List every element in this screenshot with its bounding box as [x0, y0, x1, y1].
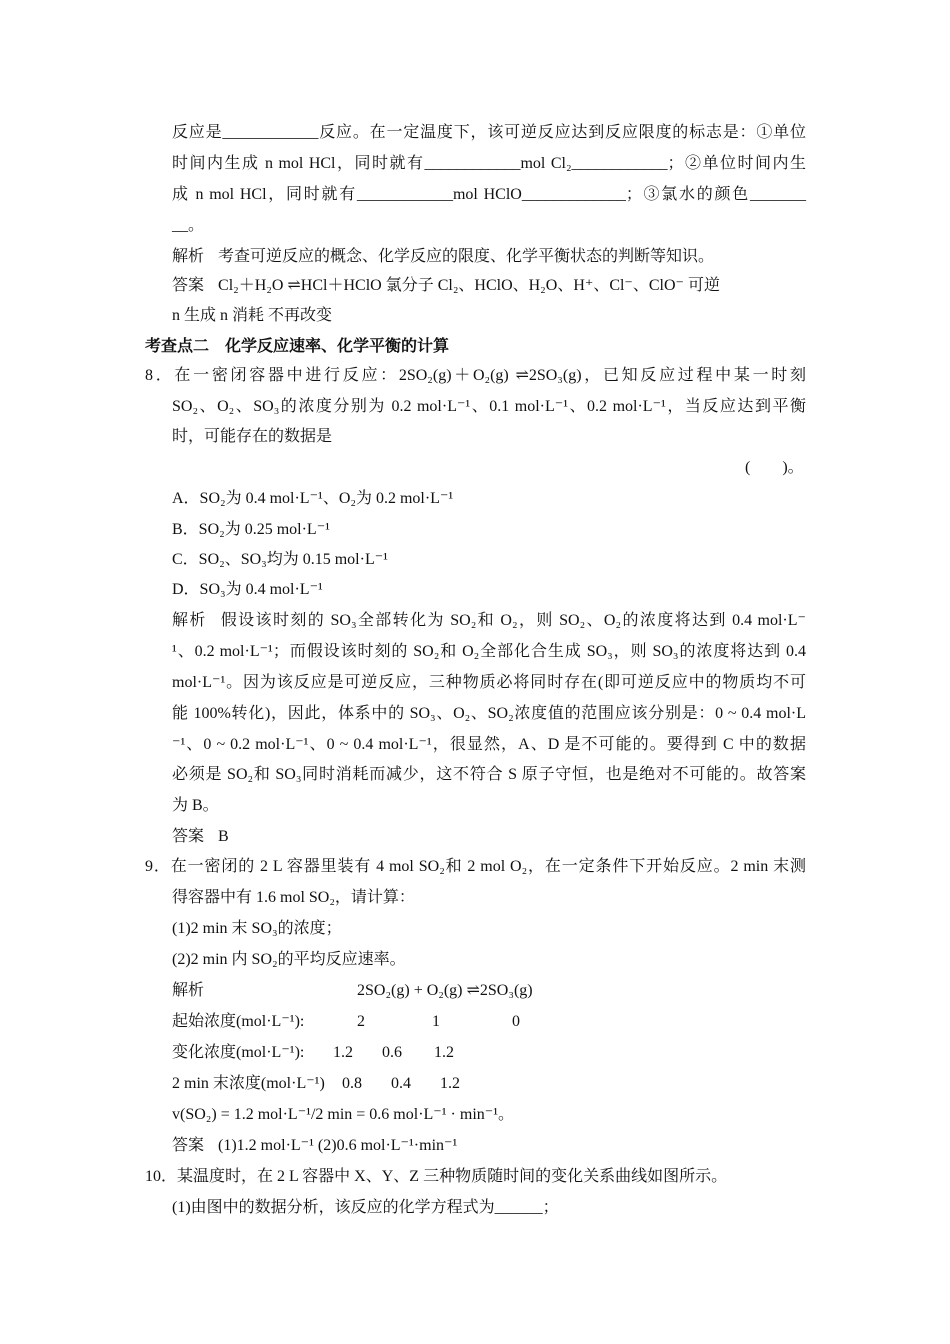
- table-row: [172, 1074, 460, 1094]
- answer-text: (1)1.2 mol·L⁻¹ (2)0.6 mol·L⁻¹·min⁻¹: [218, 1137, 458, 1154]
- question-8-line: SO₂、O₂、SO₃的浓度分别为 0.2 mol·L⁻¹、0.1 mol·L⁻¹、0.2 mol·L⁻¹，当反应达到平衡: [172, 398, 806, 415]
- answer-text: Cl₂＋H₂O ⇌HCl＋HClO 氯分子 Cl₂、HClO、H₂O、H⁺、Cl⁻、ClO⁻ 可逆: [218, 277, 720, 294]
- text-line: 成 n mol HCl，同时就有____________mol HClO_____________；③氯水的颜色_______: [172, 186, 806, 203]
- analysis-label: 解析: [172, 612, 207, 629]
- section-heading: 考查点二 化学反应速率、化学平衡的计算: [145, 338, 450, 355]
- table-row: [172, 1012, 520, 1032]
- analysis-line: [172, 247, 714, 267]
- row-label: 起始浓度(mol·L⁻¹):: [172, 1013, 305, 1030]
- text-line: __。: [172, 217, 205, 234]
- row-label: 2 min 末浓度(mol·L⁻¹): [172, 1075, 325, 1092]
- analysis-line: [172, 611, 806, 631]
- cell: 0.4: [391, 1075, 411, 1092]
- cell: 0.8: [342, 1075, 362, 1092]
- answer-line: [172, 1136, 457, 1156]
- analysis-line: 为 B。: [172, 797, 219, 814]
- option-a: A．SO₂为 0.4 mol·L⁻¹、O₂为 0.2 mol·L⁻¹: [172, 490, 454, 507]
- question-9-line: 得容器中有 1.6 mol SO₂，请计算：: [172, 889, 415, 906]
- answer-bracket: ( )。: [745, 459, 804, 476]
- answer-line-cont: n 生成 n 消耗 不再改变: [172, 307, 333, 324]
- cell: 1: [432, 1013, 440, 1030]
- answer-line: [172, 827, 229, 847]
- cell: 2: [357, 1013, 365, 1030]
- reaction-equation: 2SO₂(g) + O₂(g) ⇌2SO₃(g): [357, 982, 533, 999]
- analysis-label: 解析: [172, 248, 205, 265]
- cell: 1.2: [440, 1075, 460, 1092]
- question-10-line: (1)由图中的数据分析，该反应的化学方程式为______；: [172, 1199, 559, 1216]
- option-b: B．SO₂为 0.25 mol·L⁻¹: [172, 521, 330, 538]
- question-8-line: 8．在一密闭容器中进行反应：2SO₂(g)＋O₂(g) ⇌2SO₃(g)，已知反应过程中某一时刻: [145, 367, 806, 384]
- analysis-text: 假设该时刻的 SO₃全部转化为 SO₂和 O₂，则 SO₂、O₂的浓度将达到 0.4 mol·L⁻: [220, 612, 806, 629]
- question-9-line: (2)2 min 内 SO₂的平均反应速率。: [172, 951, 406, 968]
- text-line: 时间内生成 n mol HCl，同时就有____________mol Cl₂____________；②单位时间内生: [172, 155, 806, 172]
- analysis-equation-line: [172, 981, 533, 1001]
- analysis-label: 解析: [172, 982, 205, 999]
- analysis-text: 考查可逆反应的概念、化学反应的限度、化学平衡状态的判断等知识。: [218, 248, 715, 265]
- row-label: 变化浓度(mol·L⁻¹):: [172, 1044, 305, 1061]
- rate-formula: v(SO₂) = 1.2 mol·L⁻¹/2 min = 0.6 mol·L⁻¹ · min⁻¹。: [172, 1106, 515, 1123]
- answer-label: 答案: [172, 1137, 205, 1154]
- text-line: 反应是____________反应。在一定温度下，该可逆反应达到反应限度的标志是：①单位: [172, 124, 806, 141]
- analysis-line: 必须是 SO₂和 SO₃同时消耗而减少，这不符合 S 原子守恒，也是绝对不可能的。故答案: [172, 766, 806, 783]
- question-9-line: (1)2 min 末 SO₃的浓度；: [172, 920, 342, 937]
- question-10-line: 10．某温度时，在 2 L 容器中 X、Y、Z 三种物质随时间的变化关系曲线如图所示。: [145, 1168, 728, 1185]
- answer-text: B: [218, 828, 229, 845]
- answer-line: [172, 276, 720, 296]
- cell: 1.2: [333, 1044, 353, 1061]
- cell: 1.2: [434, 1044, 454, 1061]
- answer-label: 答案: [172, 828, 205, 845]
- analysis-line: 能 100%转化)，因此，体系中的 SO₃、O₂、SO₂浓度值的范围应该分别是：0 ~ 0.4 mol·L: [172, 705, 806, 722]
- option-c: C．SO₂、SO₃均为 0.15 mol·L⁻¹: [172, 551, 388, 568]
- cell: 0.6: [382, 1044, 402, 1061]
- analysis-line: ⁻¹、0 ~ 0.2 mol·L⁻¹、0 ~ 0.4 mol·L⁻¹，很显然，A、D 是不可能的。要得到 C 中的数据: [172, 736, 806, 753]
- table-row: [172, 1043, 454, 1063]
- analysis-line: ¹、0.2 mol·L⁻¹；而假设该时刻的 SO₂和 O₂全部化合生成 SO₃，则 SO₃的浓度将达到 0.4: [172, 643, 806, 660]
- option-d: D．SO₃为 0.4 mol·L⁻¹: [172, 581, 323, 598]
- cell: 0: [512, 1013, 520, 1030]
- answer-label: 答案: [172, 277, 205, 294]
- analysis-line: mol·L⁻¹。因为该反应是可逆反应，三种物质必将同时存在(即可逆反应中的物质均不可: [172, 674, 806, 691]
- question-8-line: 时，可能存在的数据是: [172, 428, 333, 445]
- question-9-line: 9．在一密闭的 2 L 容器里装有 4 mol SO₂和 2 mol O₂，在一定条件下开始反应。2 min 末测: [145, 858, 806, 875]
